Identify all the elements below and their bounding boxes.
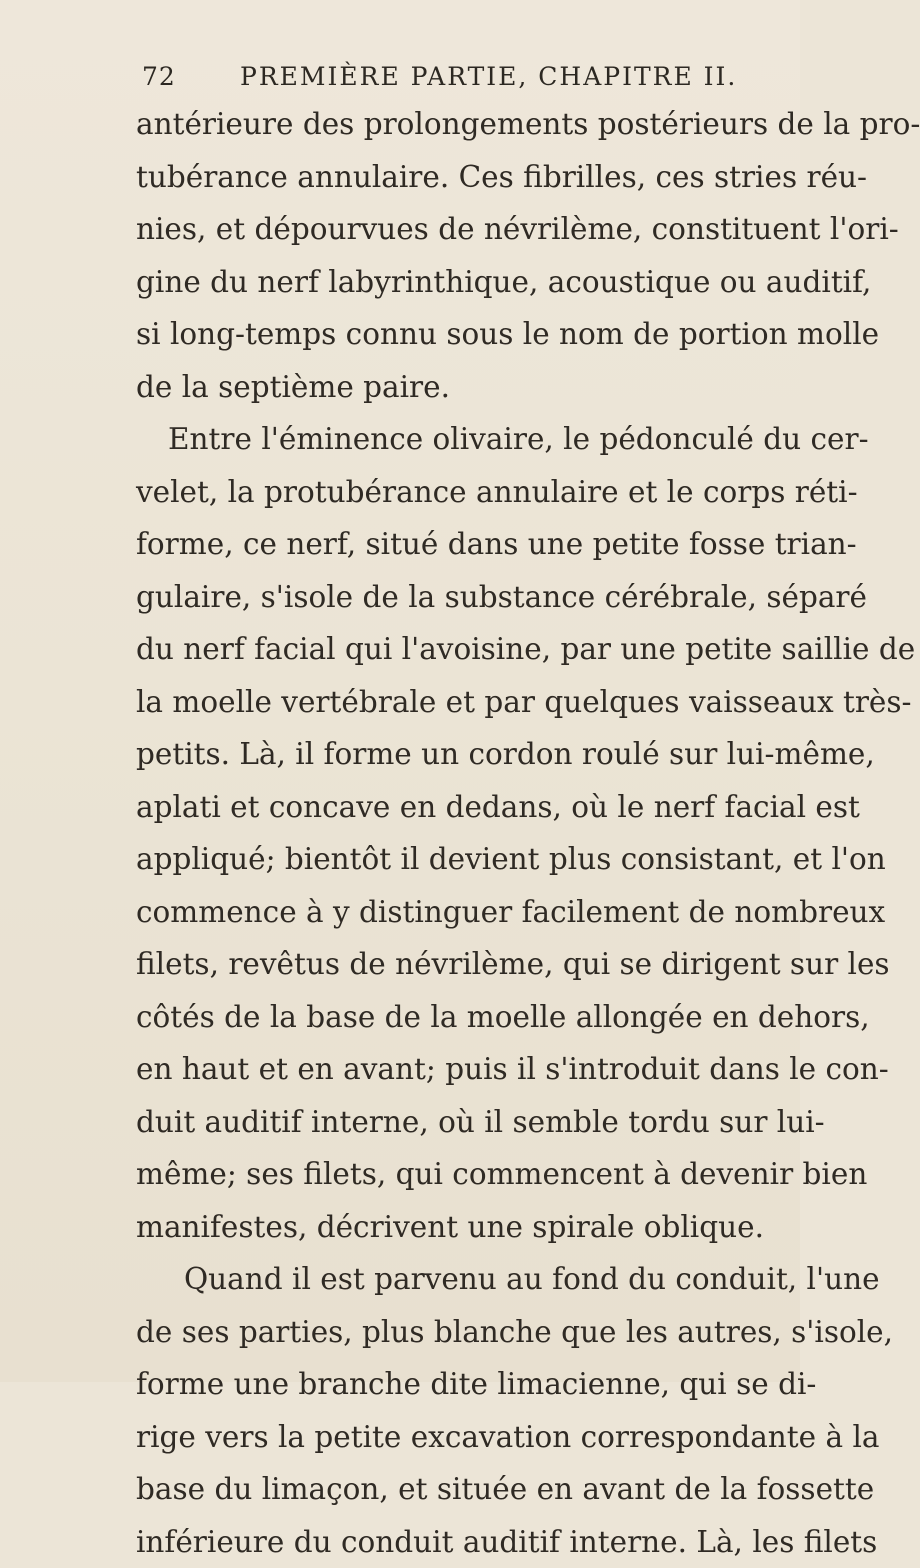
text-line: en haut et en avant; puis il s'introduit dans le con- [136, 1043, 766, 1096]
text-line: si long-temps connu sous le nom de portion molle [136, 308, 766, 361]
text-line: forme une branche dite limacienne, qui se di- [136, 1358, 766, 1411]
text-line: commence à y distinguer facilement de nombreux [136, 886, 766, 939]
text-line: velet, la protubérance annulaire et le corps réti- [136, 466, 766, 519]
text-line: antérieure des prolongements postérieurs de la pro- [136, 98, 766, 151]
body-text [136, 98, 766, 1568]
text-line: inférieure du conduit auditif interne. Là, les filets [136, 1516, 766, 1568]
text-line: appliqué; bientôt il devient plus consistant, et l'on [136, 833, 766, 886]
text-line: côtés de la base de la moelle allongée en dehors, [136, 991, 766, 1044]
text-line: gulaire, s'isole de la substance cérébrale, séparé [136, 571, 766, 624]
text-line: du nerf facial qui l'avoisine, par une petite saillie de [136, 623, 766, 676]
text-line: manifestes, décrivent une spirale oblique. [136, 1201, 766, 1254]
text-line: tubérance annulaire. Ces fibrilles, ces stries réu- [136, 151, 766, 204]
text-line: rige vers la petite excavation correspondante à la [136, 1411, 766, 1464]
text-line: même; ses filets, qui commencent à devenir bien [136, 1148, 766, 1201]
text-line: la moelle vertébrale et par quelques vaisseaux très- [136, 676, 766, 729]
text-line: Entre l'éminence olivaire, le pédonculé du cer- [136, 413, 766, 466]
text-line: aplati et concave en dedans, où le nerf facial est [136, 781, 766, 834]
text-line: Quand il est parvenu au fond du conduit, l'une [136, 1253, 766, 1306]
text-line: petits. Là, il forme un cordon roulé sur lui-même, [136, 728, 766, 781]
text-line: forme, ce nerf, situé dans une petite fosse trian- [136, 518, 766, 571]
text-line: filets, revêtus de névrilème, qui se dirigent sur les [136, 938, 766, 991]
page-header [142, 62, 762, 102]
text-line: gine du nerf labyrinthique, acoustique ou auditif, [136, 256, 766, 309]
text-line: nies, et dépourvues de névrilème, constituent l'ori- [136, 203, 766, 256]
text-line: de ses parties, plus blanche que les autres, s'isole, [136, 1306, 766, 1359]
text-line: de la septième paire. [136, 361, 766, 414]
text-line: base du limaçon, et située en avant de la fossette [136, 1463, 766, 1516]
text-line: duit auditif interne, où il semble tordu sur lui- [136, 1096, 766, 1149]
page-number: 72 [142, 62, 176, 91]
running-title: PREMIÈRE PARTIE, CHAPITRE II. [240, 62, 737, 91]
